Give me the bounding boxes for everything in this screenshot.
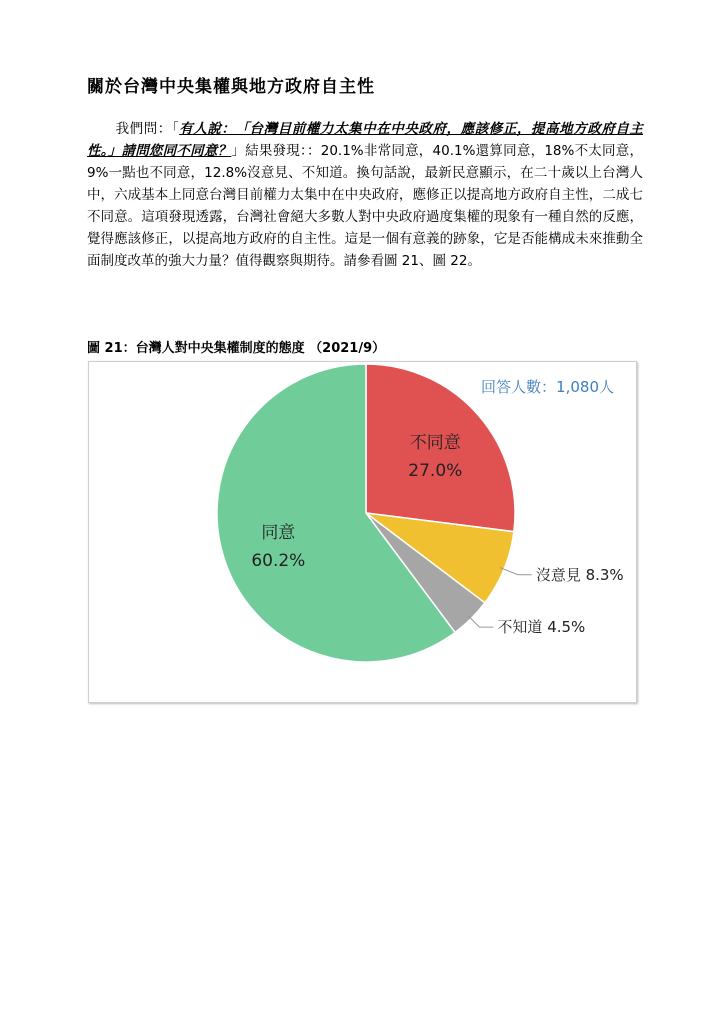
- paragraph-body: 」結果發現：：20.1%非常同意，40.1%還算同意，18%不太同意，9%一點也不同意，12.8%沒意見、不知道。換句話說，最新民意顯示，在二十歲以上台灣人中，六成基本上同意台灣目前權力太集中在中央政府，應修正以提高地方政府自主性，二成七不同意。這項發現透露，台灣社會絕大多數人對中央政府過度集權的現象有一種自然的反應，覺得應該修正，以提高地方政府的自主性。這是一個有意義的跡象，它是否能構成未來推動全面制度改革的強大力量？值得觀察與期待。請參看圖 21、圖 22。: [87, 143, 644, 269]
- pie-chart-panel: [88, 361, 637, 703]
- body-paragraph: [87, 118, 643, 272]
- pie-chart: [89, 362, 636, 702]
- figure-caption: 圖 21：台灣人對中央集權制度的態度 （2021/9）: [87, 341, 386, 356]
- paragraph-lead: 我們問：「: [115, 121, 180, 137]
- respondents-annotation: 回答人數：1,080人: [481, 378, 614, 396]
- survey-question: 有人說：「台灣目前權力太集中在中央政府，應該修正，提高地方政府自主性。」請問您同不同意？: [87, 121, 644, 159]
- section-title: 關於台灣中央集權與地方政府自主性: [87, 77, 375, 97]
- slice-label-1: 不同意: [409, 432, 461, 453]
- slice-value-1: 27.0%: [408, 460, 463, 481]
- slice-outside-label-2: 沒意見 8.3%: [535, 565, 624, 584]
- slice-value-4: 60.2%: [251, 551, 306, 572]
- slice-label-4: 同意: [261, 523, 296, 544]
- slice-outside-label-3: 不知道 4.5%: [497, 618, 586, 637]
